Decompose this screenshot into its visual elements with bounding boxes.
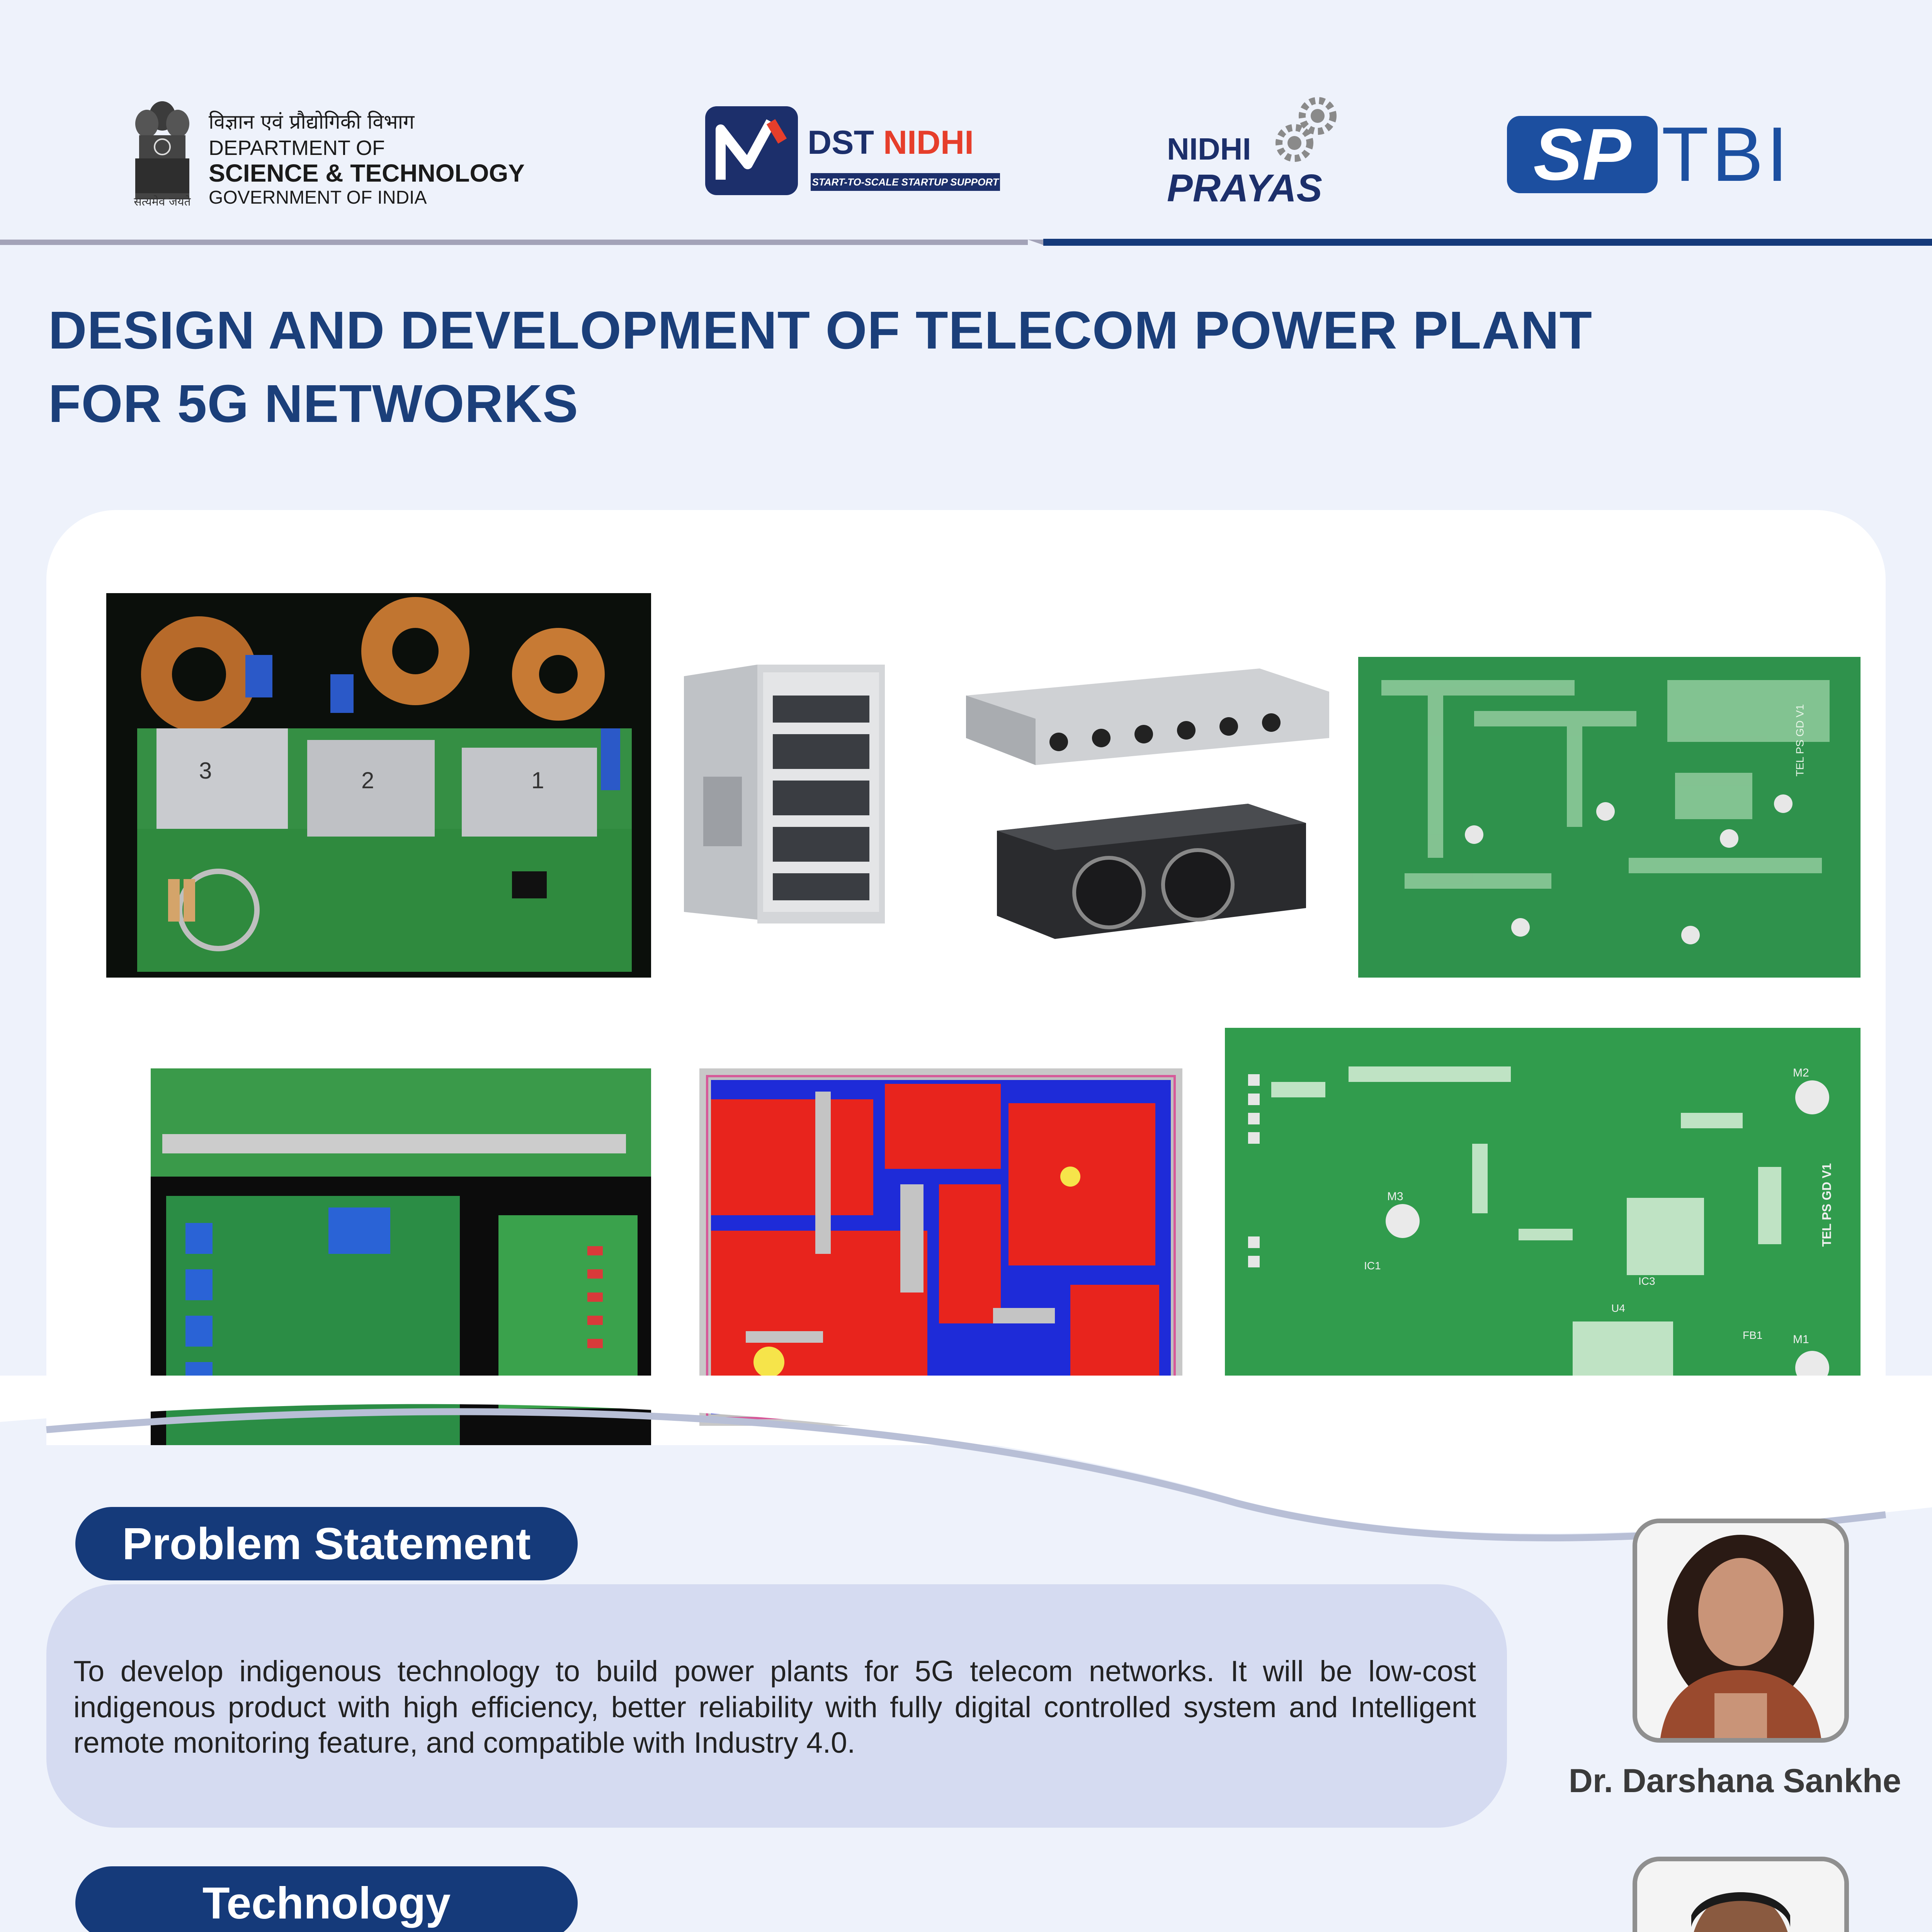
pcb-label-u4: U4 bbox=[1611, 1302, 1625, 1314]
pcb-label-m1: M1 bbox=[1793, 1333, 1809, 1346]
title-line1: DESIGN AND DEVELOPMENT OF TELECOM POWER PLANT bbox=[48, 301, 1592, 360]
photo-bare-pcb bbox=[1358, 657, 1861, 978]
dst-motto: सत्यमेव जयते bbox=[134, 195, 191, 209]
page-title bbox=[48, 294, 1633, 441]
title-line2: FOR 5G NETWORKS bbox=[48, 374, 579, 434]
person-name-1: Dr. Darshana Sankhe bbox=[1568, 1762, 1901, 1799]
avatar-darshana-sankhe bbox=[1633, 1519, 1849, 1743]
board3-label: TEL PS GD V1 bbox=[1794, 704, 1806, 777]
nidhi-word2: NIDHI bbox=[883, 124, 974, 161]
product-photo-panel bbox=[46, 510, 1886, 1445]
pcb-label-ic3: IC3 bbox=[1638, 1275, 1655, 1287]
photo-detailed-pcb bbox=[1225, 1028, 1861, 1426]
gear-icon bbox=[1271, 93, 1349, 170]
sptbi-tbi: TBI bbox=[1662, 111, 1791, 197]
nidhi-tagline: START-TO-SCALE STARTUP SUPPORT bbox=[811, 173, 1000, 191]
dst-hindi-name: विज्ञान एवं प्रौद्योगिकी विभाग bbox=[209, 111, 415, 134]
board1-label-3: 3 bbox=[199, 758, 212, 784]
pcb-label-board-name: TEL PS GD V1 bbox=[1820, 1163, 1834, 1247]
problem-statement-text: To develop indigenous technology to build power plants for 5G telecom networks. It will be low-cost indigenous product with high efficiency, better reliability with fully digital controlled system and Intelligent remote monitoring feature, and compatible with Industry 4.0. bbox=[73, 1655, 1476, 1760]
avatar-rajendra-sawant bbox=[1633, 1857, 1849, 1932]
photo-power-cabinet bbox=[680, 665, 889, 931]
photo-rectifier-modules bbox=[958, 668, 1345, 947]
technology-heading: Technology bbox=[75, 1866, 578, 1932]
dst-line3: GOVERNMENT OF INDIA bbox=[209, 187, 427, 208]
prayas-line2: PRAYAS bbox=[1167, 167, 1322, 210]
pcb-label-m3: M3 bbox=[1387, 1190, 1403, 1203]
board1-label-2: 2 bbox=[361, 767, 374, 793]
pcb-label-m2: M2 bbox=[1793, 1066, 1809, 1079]
header-divider bbox=[0, 236, 1932, 248]
prayas-line1: NIDHI bbox=[1167, 132, 1251, 166]
sptbi-sp: SP bbox=[1507, 116, 1658, 193]
board1-label-1: 1 bbox=[531, 767, 544, 793]
pcb-label-fb1: FB1 bbox=[1743, 1329, 1763, 1341]
photo-power-board bbox=[106, 593, 651, 978]
nidhi-word1: DST bbox=[808, 124, 874, 161]
dst-logo-text bbox=[209, 112, 556, 207]
nidhi-logo-icon bbox=[705, 106, 798, 195]
problem-statement-heading: Problem Statement bbox=[75, 1507, 578, 1580]
sptbi-logo bbox=[1507, 111, 1816, 197]
dst-line2: SCIENCE & TECHNOLOGY bbox=[209, 159, 525, 187]
pcb-label-ic1: IC1 bbox=[1364, 1260, 1381, 1272]
photo-pcb-layout bbox=[699, 1068, 1182, 1426]
nidhi-wordmark bbox=[808, 124, 974, 162]
dst-line1: DEPARTMENT OF bbox=[209, 136, 385, 160]
